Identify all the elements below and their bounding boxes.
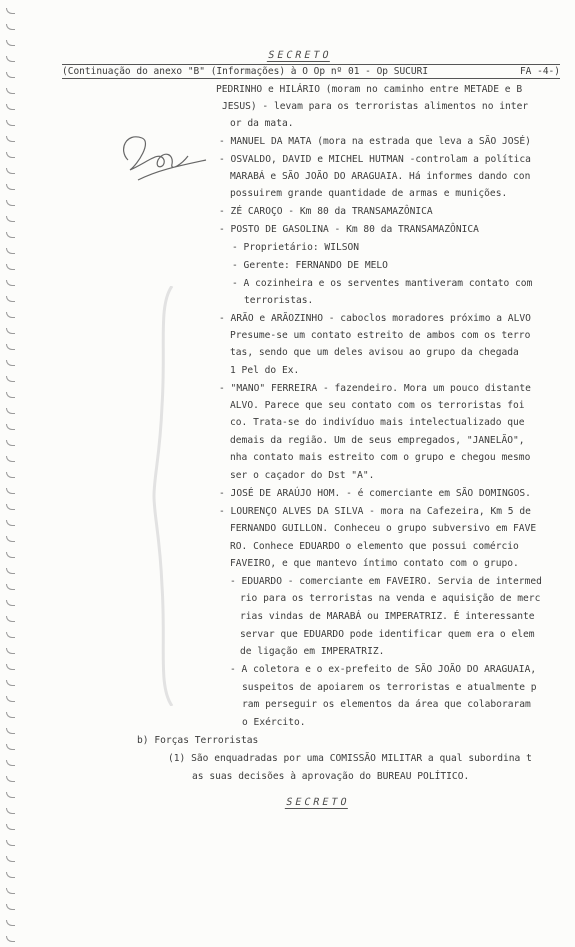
text-line: - JOSÉ DE ARAÚJO HOM. - é comerciante em SÃO DOMINGOS. xyxy=(219,488,531,499)
text-line: - Gerente: FERNANDO DE MELO xyxy=(232,260,388,271)
text-line: servar que EDUARDO pode identificar quem era o elem xyxy=(240,629,535,640)
binder-hole xyxy=(6,88,15,94)
text-line: co. Trata-se do indivíduo mais intelectualizado que xyxy=(230,417,525,428)
text-line: terroristas. xyxy=(244,295,314,306)
binder-hole xyxy=(6,136,15,142)
text-line: (1) São enquadradas por uma COMISSÃO MILITAR a qual subordina t xyxy=(168,753,532,764)
binder-hole xyxy=(6,792,15,798)
text-line: - MANUEL DA MATA (mora na estrada que leva a SÃO JOSÉ) xyxy=(219,136,531,147)
header-reference: (Continuação do anexo "B" (Informações) à O Op nº 01 - Op SUCURI xyxy=(62,66,429,77)
text-line: as suas decisões à aprovação do BUREAU POLÍTICO. xyxy=(192,771,470,782)
binder-hole xyxy=(6,632,15,638)
binder-hole xyxy=(6,824,15,830)
text-line: - A coletora e o ex-prefeito de SÃO JOÃO DO ARAGUAIA, xyxy=(230,664,537,675)
text-line: suspeitos de apoiarem os terroristas e atualmente p xyxy=(242,682,537,693)
binder-hole xyxy=(6,24,15,30)
binder-hole xyxy=(6,904,15,910)
text-line: JESUS) - levam para os terroristas alimentos no inter xyxy=(222,101,529,112)
text-line: Presume-se um contato estreito de ambos com os terro xyxy=(230,330,531,341)
text-line: MARABÁ e SÃO JOÃO DO ARAGUAIA. Há informes dando con xyxy=(230,171,531,182)
header-page-number: FA -4-) xyxy=(519,66,560,77)
binder-hole xyxy=(6,520,15,526)
binder-hole xyxy=(6,232,15,238)
text-line: FAVEIRO, e que mantevo íntimo contato com o grupo. xyxy=(230,558,519,569)
text-line: demais da região. Um de seus empregados, "JANELÃO", xyxy=(230,435,525,446)
binder-hole xyxy=(6,280,15,286)
binder-hole xyxy=(6,440,15,446)
binder-hole xyxy=(6,184,15,190)
text-line: tas, sendo que um deles avisou ao grupo da chegada xyxy=(230,347,519,358)
handwritten-signature xyxy=(108,120,218,200)
text-line: - POSTO DE GASOLINA - Km 80 da TRANSAMAZÔNICA xyxy=(219,224,479,235)
binder-hole xyxy=(6,808,15,814)
binder-hole xyxy=(6,616,15,622)
binder-hole xyxy=(6,328,15,334)
page-header xyxy=(62,64,560,79)
binder-hole xyxy=(6,584,15,590)
binder-hole xyxy=(6,152,15,158)
binder-hole xyxy=(6,200,15,206)
binder-hole xyxy=(6,536,15,542)
binder-hole xyxy=(6,552,15,558)
binder-hole xyxy=(6,8,15,14)
binder-hole xyxy=(6,344,15,350)
binder-hole xyxy=(6,888,15,894)
binder-hole xyxy=(6,760,15,766)
text-line: - ARÃO e ARÃOZINHO - caboclos moradores próximo a ALVO xyxy=(219,313,531,324)
text-line: - A cozinheira e os serventes mantiveram contato com xyxy=(232,278,533,289)
binder-hole xyxy=(6,376,15,382)
binder-hole xyxy=(6,168,15,174)
binder-hole xyxy=(6,488,15,494)
binder-hole xyxy=(6,72,15,78)
text-line: nha contato mais estreito com o grupo e chegou mesmo xyxy=(230,452,531,463)
text-line: possuirem grande quantidade de armas e munições. xyxy=(230,188,508,199)
binder-hole xyxy=(6,472,15,478)
binder-hole xyxy=(6,696,15,702)
binder-hole xyxy=(6,312,15,318)
text-line: or da mata. xyxy=(230,118,294,129)
binder-hole xyxy=(6,712,15,718)
binder-hole xyxy=(6,408,15,414)
binder-hole xyxy=(6,872,15,878)
binder-hole xyxy=(6,56,15,62)
text-line: - "MANO" FERREIRA - fazendeiro. Mora um pouco distante xyxy=(219,383,531,394)
text-line: ram perseguir os elementos da área que colaboraram xyxy=(242,699,531,710)
secret-stamp-top: SECRETO xyxy=(266,50,333,61)
binder-hole xyxy=(6,600,15,606)
text-line: - Proprietário: WILSON xyxy=(232,242,360,253)
binder-hole xyxy=(6,936,15,942)
binder-hole xyxy=(6,728,15,734)
text-line: PEDRINHO e HILÁRIO (moram no caminho entre METADE e B xyxy=(216,84,523,95)
text-line: FERNANDO GUILLON. Conheceu o grupo subversivo em FAVE xyxy=(230,523,537,534)
text-line: - OSVALDO, DAVID e MICHEL HUTMAN -controlam a política xyxy=(219,154,531,165)
binder-hole xyxy=(6,392,15,398)
text-line: RO. Conhece EDUARDO o elemento que possui comércio xyxy=(230,541,519,552)
binder-hole xyxy=(6,216,15,222)
binder-hole xyxy=(6,920,15,926)
text-line: - LOURENÇO ALVES DA SILVA - mora na Cafezeira, Km 5 de xyxy=(219,506,531,517)
text-line: rias vindas de MARABÁ ou IMPERATRIZ. É interessante xyxy=(240,611,535,622)
binder-hole xyxy=(6,360,15,366)
binder-hole xyxy=(6,120,15,126)
text-line: de ligação em IMPERATRIZ. xyxy=(240,646,385,657)
binder-hole xyxy=(6,568,15,574)
margin-brace-mark xyxy=(152,286,178,706)
text-line: ALVO. Parece que seu contato com os terroristas foi xyxy=(230,400,525,411)
binder-holes xyxy=(0,0,22,947)
binder-hole xyxy=(6,424,15,430)
text-line: - ZÉ CAROÇO - Km 80 da TRANSAMAZÔNICA xyxy=(219,206,433,217)
text-line: ser o caçador do Dst "A". xyxy=(230,470,375,481)
text-line: b) Forças Terroristas xyxy=(137,735,259,746)
binder-hole xyxy=(6,680,15,686)
secret-stamp-bottom: SECRETO xyxy=(284,797,351,808)
binder-hole xyxy=(6,264,15,270)
binder-hole xyxy=(6,664,15,670)
binder-hole xyxy=(6,648,15,654)
binder-hole xyxy=(6,40,15,46)
binder-hole xyxy=(6,296,15,302)
text-line: 1 Pel do Ex. xyxy=(230,365,300,376)
binder-hole xyxy=(6,248,15,254)
binder-hole xyxy=(6,456,15,462)
binder-hole xyxy=(6,856,15,862)
text-line: - EDUARDO - comerciante em FAVEIRO. Servia de intermed xyxy=(230,576,542,587)
binder-hole xyxy=(6,744,15,750)
binder-hole xyxy=(6,776,15,782)
text-line: o Exército. xyxy=(242,717,306,728)
binder-hole xyxy=(6,840,15,846)
binder-hole xyxy=(6,504,15,510)
binder-hole xyxy=(6,104,15,110)
text-line: rio para os terroristas na venda e aquisição de merc xyxy=(240,593,541,604)
